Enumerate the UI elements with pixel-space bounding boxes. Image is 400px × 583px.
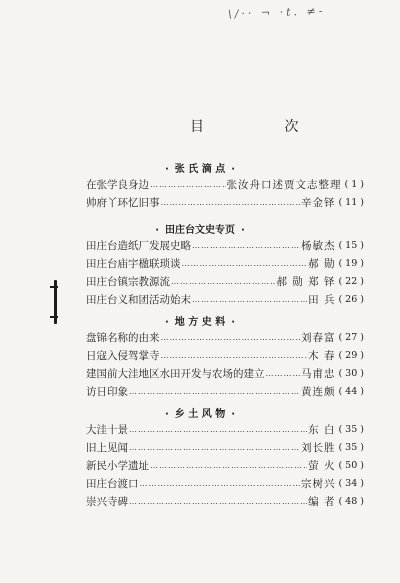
bullet-icon: · bbox=[231, 409, 236, 420]
entry-page: ( 50 ) bbox=[338, 460, 364, 471]
section-heading: · 田庄台文史专页 · bbox=[155, 225, 245, 236]
entry-title: 旧上见闻 bbox=[86, 442, 128, 454]
entry-author: 萤 火 bbox=[308, 460, 336, 472]
toc-entry[interactable] bbox=[86, 239, 364, 253]
entry-author: 张汝舟口述贾文志整理 bbox=[226, 179, 342, 191]
entry-title: 崇兴寺碑 bbox=[86, 496, 128, 508]
entry-page: ( 15 ) bbox=[338, 240, 364, 251]
entry-author: 郝 勋 郑 铎 bbox=[276, 276, 336, 288]
bullet-icon: · bbox=[164, 317, 169, 328]
bullet-icon: · bbox=[155, 225, 159, 236]
entry-author: 杨敏杰 bbox=[300, 240, 336, 252]
leader-dots bbox=[182, 257, 308, 271]
page-title: 目 次 bbox=[190, 119, 337, 135]
toc-entry[interactable] bbox=[86, 178, 364, 192]
entry-title: 盘锦名称的由来 bbox=[86, 332, 160, 344]
bullet-icon: · bbox=[231, 317, 236, 328]
leader-dots bbox=[171, 275, 275, 289]
toc-entry[interactable] bbox=[86, 441, 364, 455]
entry-author: 刘长胜 bbox=[300, 442, 336, 454]
entry-title: 访日印象 bbox=[86, 386, 128, 398]
leader-dots bbox=[129, 495, 307, 509]
bullet-icon: · bbox=[164, 164, 169, 175]
entry-author: 郝 勋 bbox=[308, 258, 336, 270]
entry-title: 新民小学遗址 bbox=[86, 460, 149, 472]
entry-title: 建国前大洼地区水田开发与农场的建立 bbox=[86, 368, 265, 380]
entry-author: 宗树兴 bbox=[300, 478, 336, 490]
entry-author: 编 者 bbox=[308, 496, 336, 508]
toc-entry[interactable] bbox=[86, 257, 364, 271]
entry-page: ( 26 ) bbox=[338, 294, 364, 305]
toc-entry[interactable] bbox=[86, 349, 364, 363]
leader-dots bbox=[192, 239, 300, 253]
toc-entry[interactable] bbox=[86, 385, 364, 399]
entry-author: 木 春 bbox=[308, 350, 336, 362]
entry-title: 日寇入侵驾掌寺 bbox=[86, 350, 160, 362]
entry-title: 田庄台渡口 bbox=[86, 478, 139, 490]
entry-author: 刘春富 bbox=[300, 332, 336, 344]
leader-dots bbox=[161, 349, 308, 363]
leader-dots bbox=[161, 196, 300, 210]
leader-dots bbox=[192, 293, 307, 307]
entry-title: 帅府丫环忆旧事 bbox=[86, 197, 160, 209]
entry-page: ( 27 ) bbox=[338, 332, 364, 343]
toc-entry[interactable] bbox=[86, 477, 364, 491]
entry-page: ( 19 ) bbox=[338, 258, 364, 269]
entry-title: 田庄台镇宗教源流 bbox=[86, 276, 170, 288]
toc-entry[interactable] bbox=[86, 459, 364, 473]
toc-entry[interactable] bbox=[86, 275, 364, 289]
binding-tick bbox=[50, 316, 58, 318]
entry-page: ( 35 ) bbox=[338, 442, 364, 453]
leader-dots bbox=[129, 441, 300, 455]
leader-dots bbox=[161, 331, 300, 345]
entry-author: 黄连颇 bbox=[300, 386, 336, 398]
section-heading: · 乡 土 风 物 · bbox=[164, 409, 236, 420]
leader-dots bbox=[129, 385, 300, 399]
toc-entry[interactable] bbox=[86, 293, 364, 307]
entry-page: ( 29 ) bbox=[338, 350, 364, 361]
toc-entry[interactable] bbox=[86, 423, 364, 437]
binding-tick bbox=[50, 286, 58, 288]
entry-author: 马甫忠 bbox=[300, 368, 336, 380]
entry-title: 田庄台庙宇楹联琐谈 bbox=[86, 258, 181, 270]
section-heading: · 张 氏 滴 点 · bbox=[164, 164, 236, 175]
leader-dots bbox=[150, 459, 307, 473]
entry-page: ( 44 ) bbox=[338, 386, 364, 397]
entry-page: ( 11 ) bbox=[338, 197, 364, 208]
entry-page: ( 48 ) bbox=[338, 496, 364, 507]
entry-author: 辛金铎 bbox=[300, 197, 336, 209]
entry-title: 田庄台造纸厂发展史略 bbox=[86, 240, 191, 252]
entry-author: 田 兵 bbox=[308, 294, 336, 306]
handwritten-annotation: \/·· ¬ ·t. ≠- bbox=[227, 4, 326, 21]
entry-page: ( 34 ) bbox=[338, 478, 364, 489]
entry-page: ( 30 ) bbox=[338, 368, 364, 379]
toc-entry[interactable] bbox=[86, 495, 364, 509]
bullet-icon: · bbox=[164, 409, 169, 420]
entry-title: 在张学良身边 bbox=[86, 179, 149, 191]
entry-page: ( 35 ) bbox=[338, 424, 364, 435]
leader-dots bbox=[140, 477, 300, 491]
entry-page: ( 22 ) bbox=[338, 276, 364, 287]
entry-author: 东 白 bbox=[308, 424, 336, 436]
leader-dots bbox=[266, 367, 300, 381]
bullet-icon: · bbox=[231, 164, 236, 175]
leader-dots bbox=[150, 178, 226, 192]
toc-entry[interactable] bbox=[86, 367, 364, 381]
entry-title: 大洼十景 bbox=[86, 424, 128, 436]
toc-entry[interactable] bbox=[86, 196, 364, 210]
leader-dots bbox=[129, 423, 307, 437]
entry-page: ( 1 ) bbox=[344, 179, 364, 190]
toc-entry[interactable] bbox=[86, 331, 364, 345]
bullet-icon: · bbox=[241, 225, 245, 236]
entry-title: 田庄台义和团活动始末 bbox=[86, 294, 191, 306]
section-heading: · 地 方 史 料 · bbox=[164, 317, 236, 328]
